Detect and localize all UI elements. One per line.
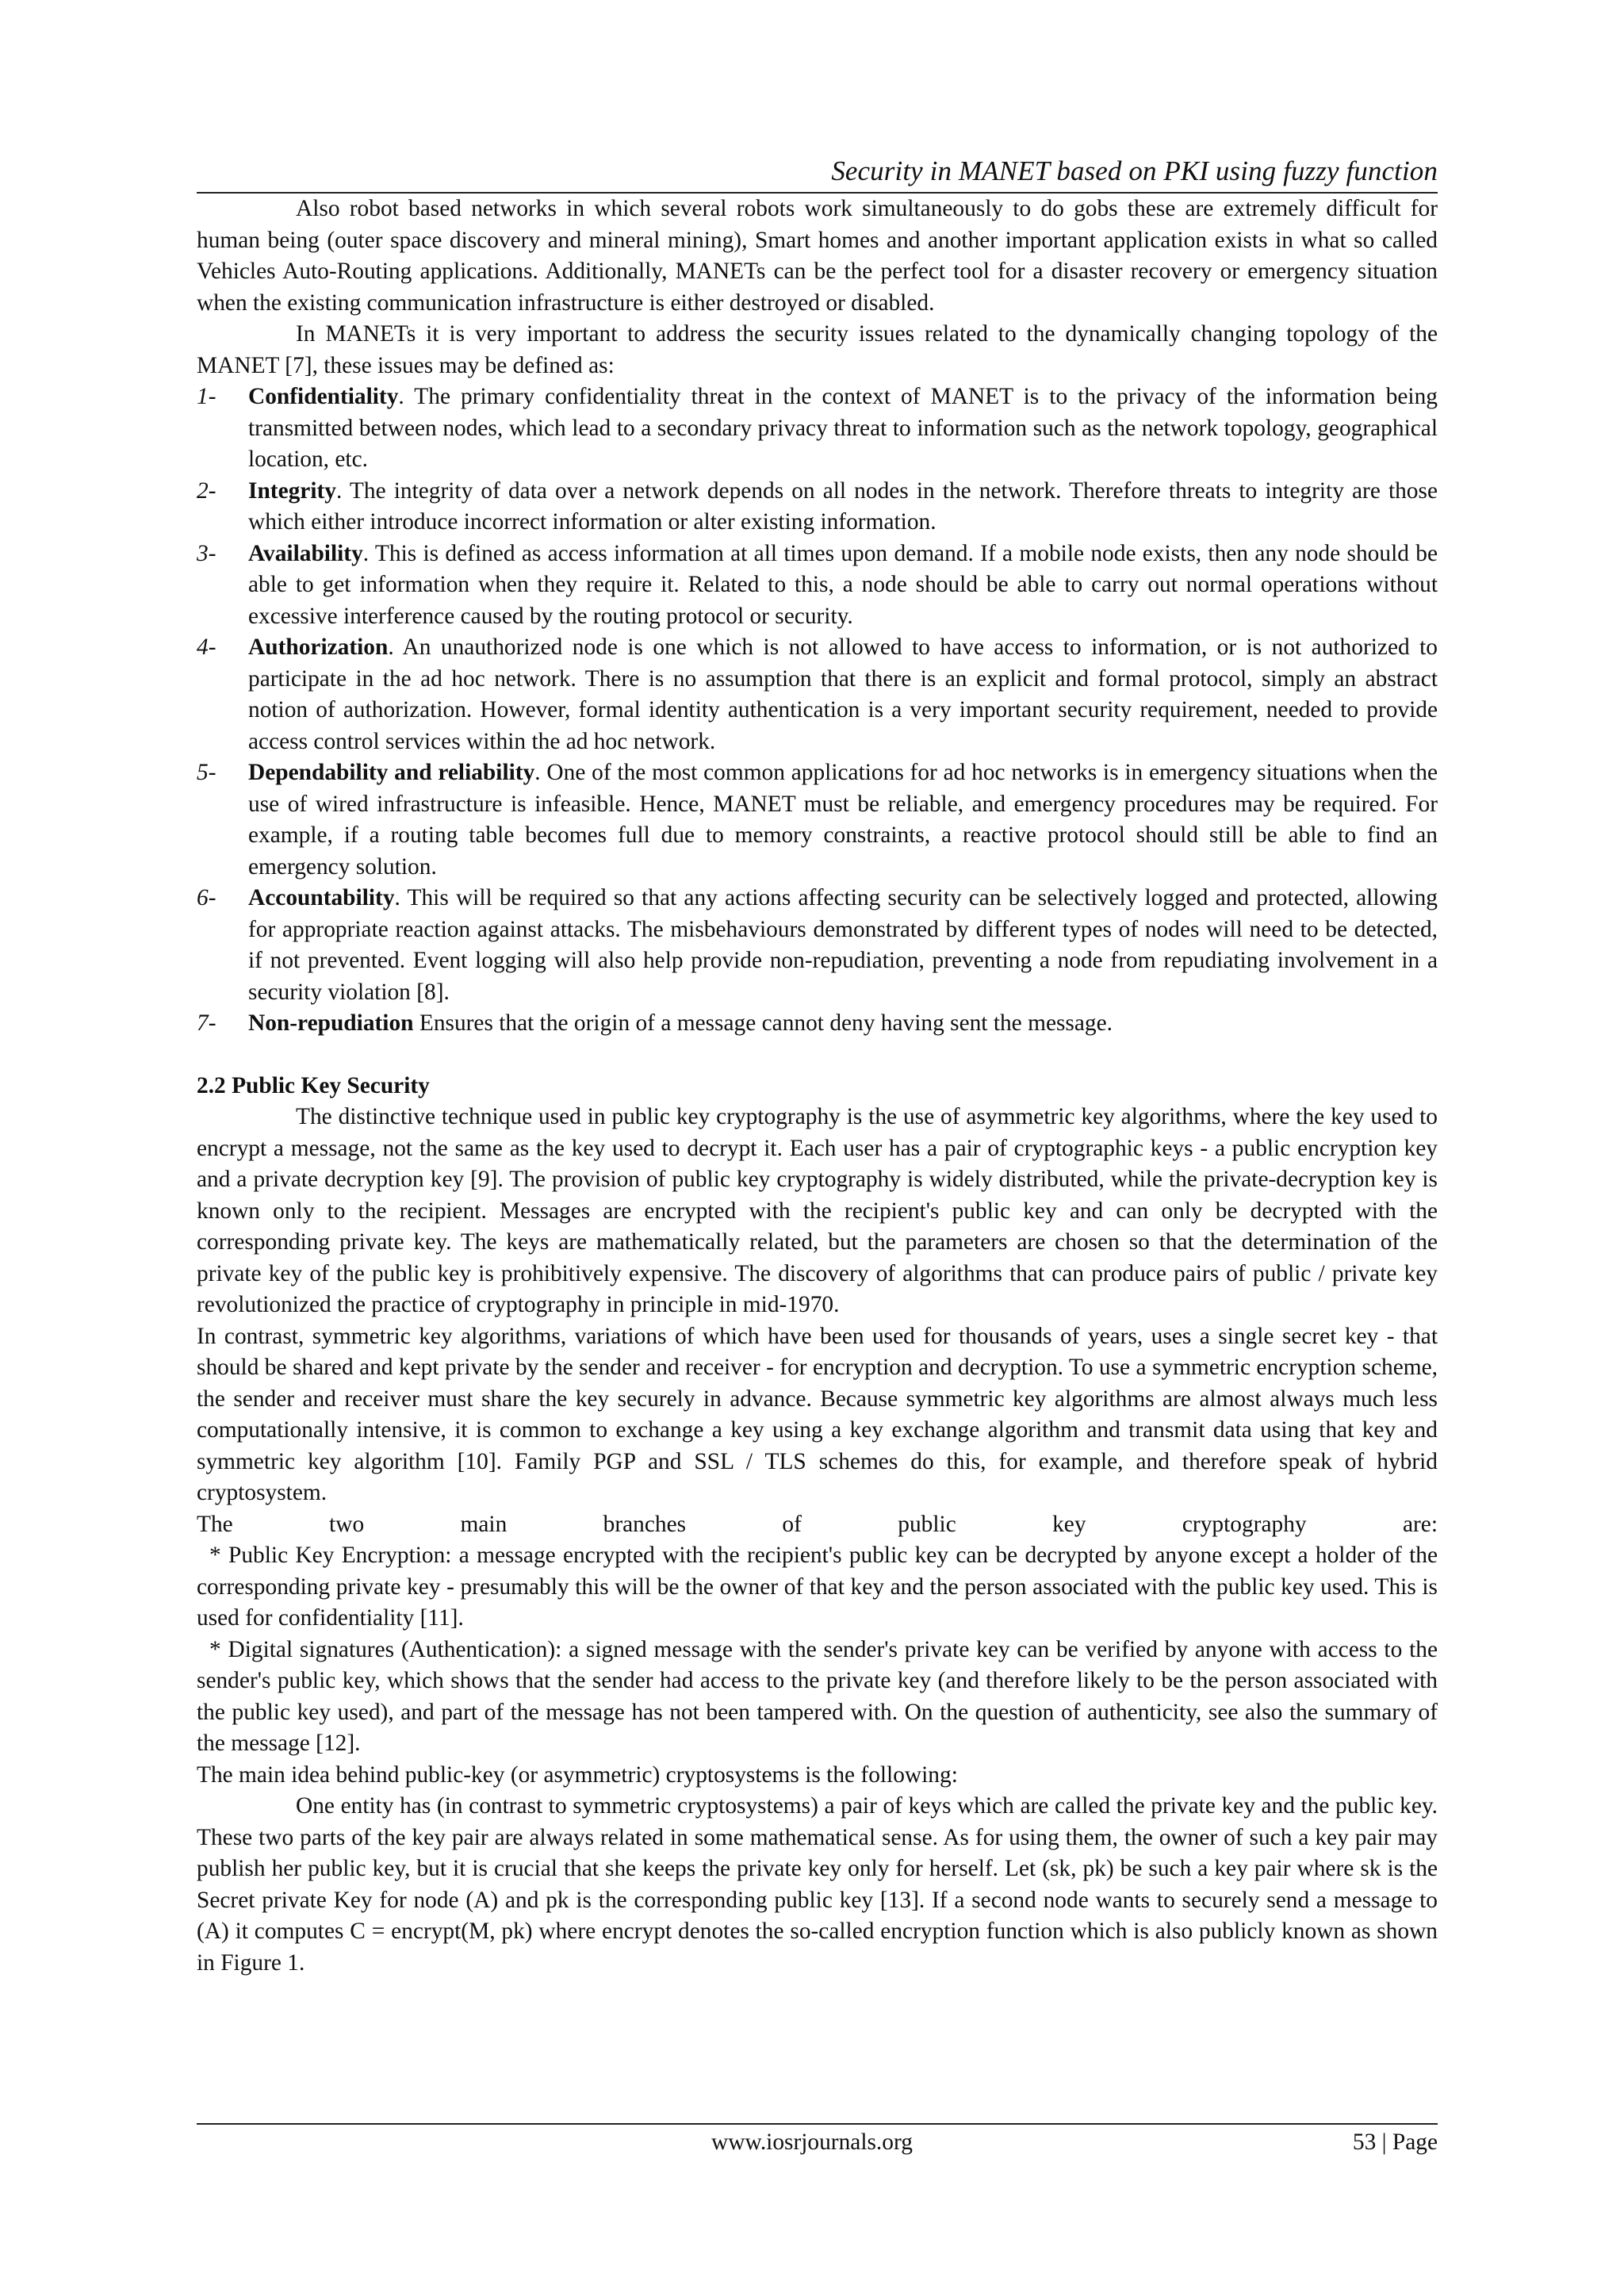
issue-term: Accountability: [248, 885, 395, 910]
issue-term: Authorization: [248, 634, 389, 660]
body-text: [197, 194, 1438, 1979]
list-item: 6- Accountability. This will be required so that any actions affecting security can be selectively logged and protected, allowing for appropriate reaction against attacks. The misbehaviours demonstrated by different types of nodes will need to be detected, if not prevented. Event logging will also help provide non-repudiation, preventing a node from repudiating involvement in a security violation [8].: [197, 885, 1438, 1005]
bullet-digital-signatures: * Digital signatures (Authentication): a signed message with the sender's private key can be verified by anyone with access to the sender's public key, which shows that the sender had access to the private key (and therefore likely to be the person associated with the public key used), and part of the message has not been tampered with. On the question of authenticity, see also the summary of the message [12].: [197, 1636, 1438, 1756]
issue-text: . This is defined as access information at all times upon demand. If a mobile node exists, then any node should be able to get information when they require it. Related to this, a node should be able to carry out normal operations without excessive interference caused by the routing protocol or security.: [248, 540, 1438, 629]
issue-term: Non-repudiation: [248, 1010, 414, 1036]
issue-term: Dependability and reliability: [248, 760, 535, 785]
issue-text: . This will be required so that any actions affecting security can be selectively logged and protected, allowing for appropriate reaction against attacks. The misbehaviours demonstrated by different types of nodes will need to be detected, if not prevented. Event logging will also help provide non-repudiation, preventing a node from repudiating involvement in a security violation [8].: [248, 885, 1438, 1005]
page-number: 53 | Page: [1352, 2129, 1438, 2155]
paragraph-public-key-technique: The distinctive technique used in public key cryptography is the use of asymmetric key algorithms, where the key used to encrypt a message, not the same as the key used to decrypt it. Each user has a pair of cryptographic keys - a public encryption key and a private decryption key [9]. The provision of public key cryptography is widely distributed, while the private-decryption key is known only to the recipient. Messages are encrypted with the recipient's public key and can only be decrypted with the corresponding private key. The keys are mathematically related, but the parameters are chosen so that the determination of the private key of the public key is prohibitively expensive. The discovery of algorithms that can produce pairs of public / private key revolutionized the practice of cryptography in principle in mid-1970.: [197, 1104, 1438, 1317]
list-item: 5- Dependability and reliability. One of the most common applications for ad hoc networks is in emergency situations when the use of wired infrastructure is infeasible. Hence, MANET must be reliable, and emergency procedures may be required. For example, if a routing table becomes full due to memory constraints, a reactive protocol should still be able to find an emergency solution.: [197, 760, 1438, 880]
list-item: 4- Authorization. An unauthorized node is one which is not allowed to have access to information, or is not authorized to participate in the ad hoc network. There is no assumption that there is an explicit and formal protocol, simply an abstract notion of authorization. However, formal identity authentication is a very important security requirement, needed to provide access control services within the ad hoc network.: [197, 634, 1438, 754]
issue-text: Ensures that the origin of a message cannot deny having sent the message.: [413, 1010, 1113, 1036]
issue-text: . The primary confidentiality threat in the context of MANET is to the privacy of the information being transmitted between nodes, which lead to a secondary privacy threat to information such as the network topology, geographical location, etc.: [248, 384, 1438, 472]
running-title: Security in MANET based on PKI using fuzzy function: [831, 155, 1438, 186]
security-issues-list: [197, 381, 1438, 1040]
issue-text: . One of the most common applications for ad hoc networks is in emergency situations when the use of wired infrastructure is infeasible. Hence, MANET must be reliable, and emergency procedures may be required. For example, if a routing table becomes full due to memory constraints, a reactive protocol should still be able to find an emergency solution.: [248, 760, 1438, 880]
issue-term: Confidentiality: [248, 384, 399, 409]
paragraph-manet-security-intro: In MANETs it is very important to address the security issues related to the dynamically changing topology of the MANET [7], these issues may be defined as:: [197, 321, 1438, 378]
paragraph-key-pair: One entity has (in contrast to symmetric cryptosystems) a pair of keys which are called the private key and the public key. These two parts of the key pair are always related in some mathematical sense. As for using them, the owner of such a key pair may publish her public key, but it is crucial that she keeps the private key only for herself. Let (sk, pk) be such a key pair where sk is the Secret private Key for node (A) and pk is the corresponding public key [13]. If a second node wants to securely send a message to (A) it computes C = encrypt(M, pk) where encrypt denotes the so-called encryption function which is also publicly known as shown in Figure 1.: [197, 1793, 1438, 1976]
footer-website: www.iosrjournals.org: [711, 2129, 913, 2155]
list-item: 7- Non-repudiation Ensures that the origin of a message cannot deny having sent the message.: [197, 1010, 1113, 1036]
paragraph-two-branches: The two main branches of public key cryptography are:: [197, 1511, 1438, 1537]
footer-rule: [197, 2123, 1438, 2125]
list-item: 1- Confidentiality. The primary confidentiality threat in the context of MANET is to the privacy of the information being transmitted between nodes, which lead to a secondary privacy threat to information such as the network topology, geographical location, etc.: [197, 384, 1438, 472]
bullet-public-key-encryption: * Public Key Encryption: a message encrypted with the recipient's public key can be decrypted by anyone except a holder of the corresponding private key - presumably this will be the owner of that key and the person associated with the public key used. This is used for confidentiality [11].: [197, 1543, 1438, 1631]
paragraph-main-idea: The main idea behind public-key (or asymmetric) cryptosystems is the following:: [197, 1761, 958, 1788]
issue-term: Integrity: [248, 477, 337, 504]
issue-text: . The integrity of data over a network depends on all nodes in the network. Therefore threats to integrity are those which either introduce incorrect information or alter existing information.: [248, 477, 1438, 535]
list-item: 2- Integrity. The integrity of data over a network depends on all nodes in the network. Therefore threats to integrity are those which either introduce incorrect information or alter existing information.: [197, 477, 1438, 535]
list-item: 3- Availability. This is defined as access information at all times upon demand. If a mobile node exists, then any node should be able to get information when they require it. Related to this, a node should be able to carry out normal operations without excessive interference caused by the routing protocol or security.: [197, 540, 1438, 629]
paragraph-robot-networks: Also robot based networks in which several robots work simultaneously to do gobs these are extremely difficult for human being (outer space discovery and mineral mining), Smart homes and another important application exists in what so called Vehicles Auto-Routing applications. Additionally, MANETs can be the perfect tool for a disaster recovery or emergency situation when the existing communication infrastructure is either destroyed or disabled.: [197, 196, 1438, 316]
issue-text: . An unauthorized node is one which is not allowed to have access to information, or is not authorized to participate in the ad hoc network. There is no assumption that there is an explicit and formal protocol, simply an abstract notion of authorization. However, formal identity authentication is a very important security requirement, needed to provide access control services within the ad hoc network.: [248, 634, 1438, 754]
issue-term: Availability: [248, 540, 363, 566]
paragraph-symmetric-contrast: In contrast, symmetric key algorithms, variations of which have been used for thousands of years, uses a single secret key - that should be shared and kept private by the sender and receiver - for encryption and decryption. To use a symmetric encryption scheme, the sender and receiver must share the key securely in advance. Because symmetric key algorithms are almost always much less computationally intensive, it is common to exchange a key using a key exchange algorithm and transmit data using that key and symmetric key algorithm [10]. Family PGP and SSL / TLS schemes do this, for example, and therefore speak of hybrid cryptosystem.: [197, 1323, 1438, 1505]
section-heading: 2.2 Public Key Security: [197, 1072, 430, 1098]
